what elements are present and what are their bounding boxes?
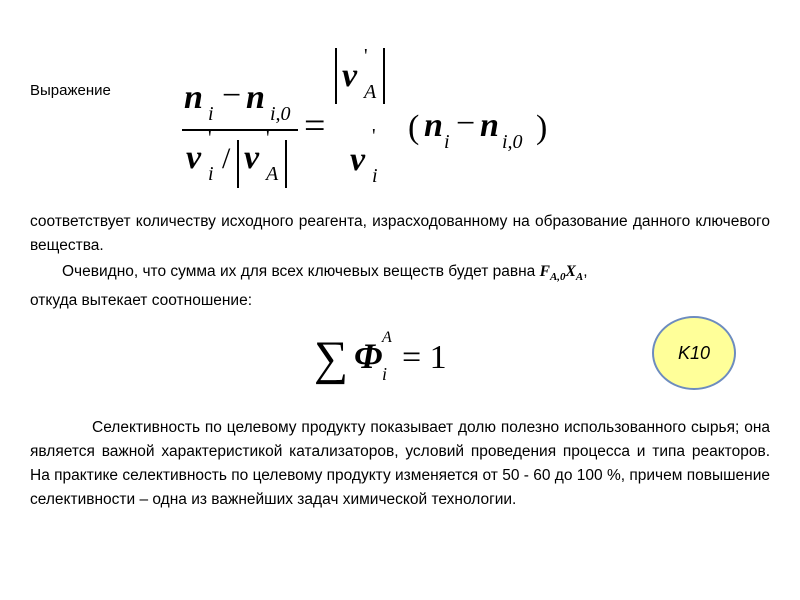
formula1-n1: n	[184, 79, 203, 116]
formula1-n2-sub: i,0	[270, 103, 291, 125]
paragraph-2	[30, 260, 770, 313]
formula1-n4-sub: i,0	[502, 131, 523, 153]
formula1-nu3-sub: A	[364, 81, 377, 103]
formula1-nu4-sub: i	[372, 165, 378, 187]
k10-badge-label: K10	[677, 342, 711, 363]
formula2-rhs: = 1	[402, 339, 447, 376]
paragraph-2-X: X	[565, 263, 576, 280]
formula2-sub: i	[382, 364, 388, 384]
svg-text:': '	[208, 127, 212, 149]
formula1-n3-sub: i	[444, 131, 450, 153]
formula1-slash: /	[222, 142, 231, 175]
svg-text:': '	[364, 45, 368, 67]
paragraph-2-X-sub: A	[575, 271, 584, 284]
formula1-equals: =	[304, 105, 326, 147]
paragraph-2-F: F	[539, 263, 550, 280]
svg-text:': '	[266, 127, 270, 149]
formula1-nu1: ν	[186, 139, 202, 176]
formula1-nu4: ν	[350, 141, 366, 178]
formula2-phi: Φ	[354, 336, 383, 376]
paragraph-1	[30, 210, 770, 258]
formula1-nu1-sub: i	[208, 163, 214, 185]
formula1-nu2: ν	[244, 139, 260, 176]
formula2-sigma: ∑	[314, 332, 349, 385]
formula1-minus1: −	[222, 77, 242, 114]
formula2-sup: A	[382, 329, 392, 346]
paragraph-2-end: откуда вытекает соотношение:	[30, 292, 253, 310]
paragraph-2-comma: ,	[583, 263, 588, 280]
formula1-n4: n	[480, 107, 499, 144]
formula1-nu2-sub: A	[266, 163, 279, 185]
formula1-n1-sub: i	[208, 103, 214, 125]
expression-label: Выражение	[30, 82, 111, 99]
formula1-n2: n	[246, 79, 265, 116]
paragraph-1-text: соответствует количеству исходного реагента, израсходованному на образование данного ключевого вещества.	[30, 213, 770, 254]
sum-formula	[310, 322, 510, 392]
paragraph-3	[30, 416, 770, 512]
paragraph-3-text: Селективность по целевому продукту показывает долю полезно использованного сырья; она является важной характеристикой катализаторов, условий проведения процесса и типа реакторов. На практике селективность по целевому продукту изменяется от 50 - 60 до 100 %, причем повышение селективности – одна из важнейших задач химической технологии.	[30, 419, 770, 508]
formula1-rparen: )	[536, 109, 548, 146]
formula1-n3: n	[424, 107, 443, 144]
paragraph-2-text: Очевидно, что сумма их для всех ключевых веществ будет равна	[62, 263, 536, 280]
formula1-lparen: (	[408, 109, 420, 146]
selectivity-formula	[170, 40, 570, 200]
svg-text:': '	[372, 125, 376, 147]
formula1-minus2: −	[456, 105, 476, 142]
k10-badge[interactable]	[652, 316, 736, 390]
formula1-nu3: ν	[342, 57, 358, 94]
paragraph-2-F-sub: A,0	[549, 271, 566, 284]
